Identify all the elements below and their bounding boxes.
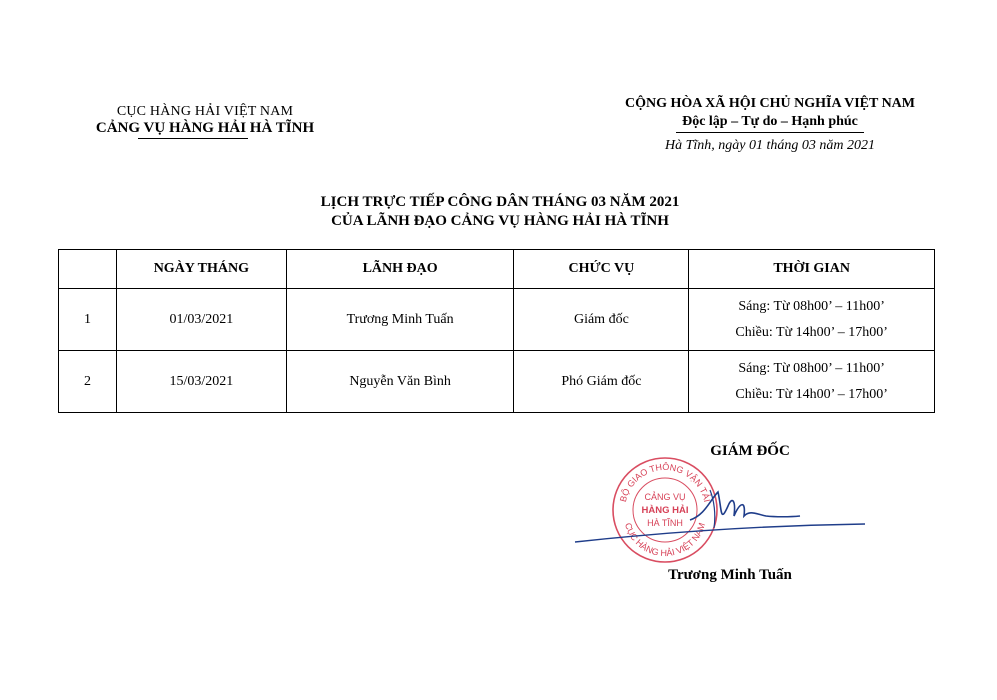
row-number: 1	[59, 289, 117, 351]
org-name-underline	[138, 138, 248, 139]
document-title-line2: CỦA LÃNH ĐẠO CẢNG VỤ HÀNG HẢI HÀ TĨNH	[331, 213, 669, 229]
table-header-row	[59, 250, 935, 289]
parent-org-name: CỤC HÀNG HẢI VIỆT NAM	[116, 104, 294, 119]
place-date: Hà Tĩnh, ngày 01 tháng 03 năm 2021	[665, 138, 875, 153]
row-position: Giám đốc	[514, 289, 689, 351]
schedule-table	[58, 249, 935, 413]
stamp-bottom-text: CỤC HÀNG HẢI VIỆT NAM	[622, 521, 708, 559]
row-leader: Trương Minh Tuấn	[286, 289, 514, 351]
morning-time: Sáng: Từ 08h00’ – 11h00’	[738, 298, 885, 314]
header-position: CHỨC VỤ	[514, 250, 689, 289]
stamp-line-2: HÀNG HẢI	[641, 505, 689, 516]
row-time	[689, 289, 935, 351]
header-leader: LÃNH ĐẠO	[286, 250, 514, 289]
handwritten-signature	[570, 480, 870, 550]
table-row	[59, 351, 935, 413]
row-date: 01/03/2021	[116, 289, 286, 351]
national-motto: Độc lập – Tự do – Hạnh phúc	[682, 114, 858, 129]
header-no	[59, 250, 117, 289]
org-name: CẢNG VỤ HÀNG HẢI HÀ TĨNH	[95, 120, 315, 136]
row-number: 2	[59, 351, 117, 413]
signer-title: GIÁM ĐỐC	[710, 443, 790, 459]
row-time	[689, 351, 935, 413]
motto-underline	[676, 132, 864, 133]
row-position: Phó Giám đốc	[514, 351, 689, 413]
header-date: NGÀY THÁNG	[116, 250, 286, 289]
stamp-outer-text: BỘ GIAO THÔNG VẬN TẢI	[617, 461, 713, 504]
stamp-line-1: CẢNG VỤ	[644, 492, 686, 502]
afternoon-time: Chiều: Từ 14h00’ – 17h00’	[735, 324, 888, 340]
header-time: THỜI GIAN	[689, 250, 935, 289]
row-leader: Nguyễn Văn Bình	[286, 351, 514, 413]
table-row	[59, 289, 935, 351]
signer-name: Trương Minh Tuấn	[668, 567, 792, 583]
stamp-line-3: HÀ TĨNH	[647, 518, 683, 528]
row-date: 15/03/2021	[116, 351, 286, 413]
document-title-line1: LỊCH TRỰC TIẾP CÔNG DÂN THÁNG 03 NĂM 2021	[320, 194, 680, 210]
national-title: CỘNG HÒA XÃ HỘI CHỦ NGHĨA VIỆT NAM	[624, 96, 915, 111]
morning-time: Sáng: Từ 08h00’ – 11h00’	[738, 360, 885, 376]
afternoon-time: Chiều: Từ 14h00’ – 17h00’	[735, 386, 888, 402]
